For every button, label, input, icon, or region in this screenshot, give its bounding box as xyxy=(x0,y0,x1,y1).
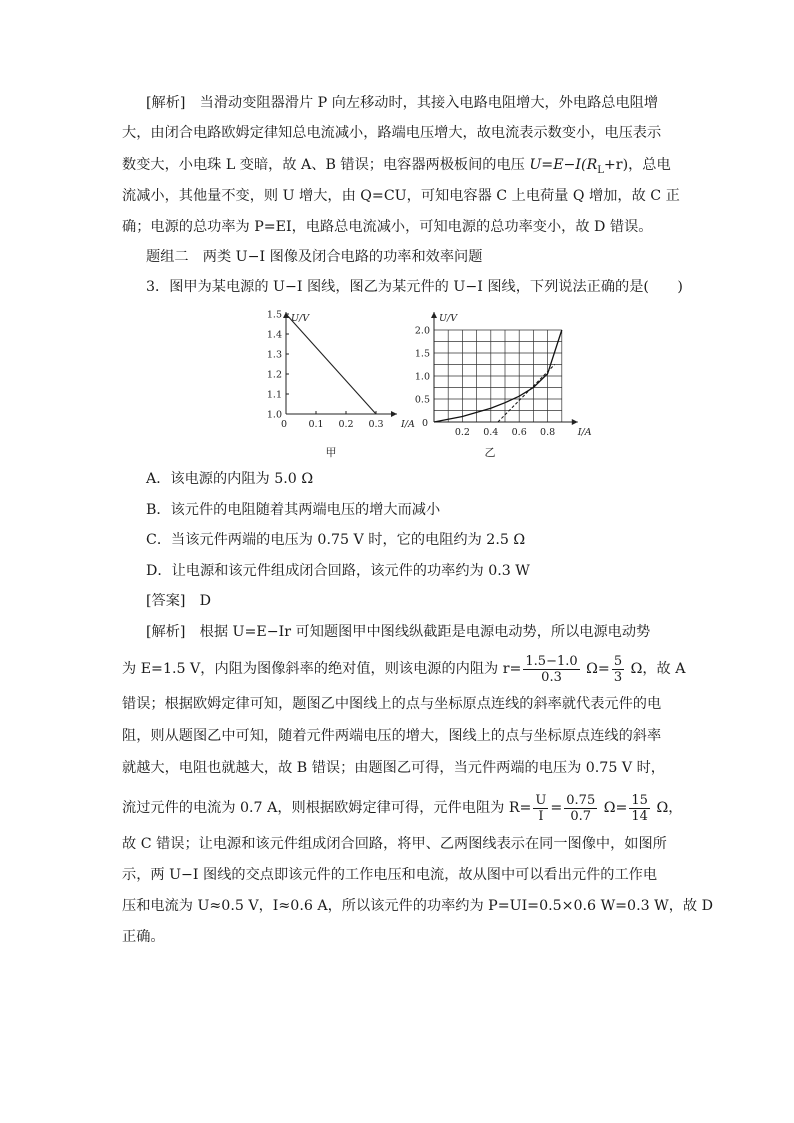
analysis-text: Ω， xyxy=(651,800,683,816)
answer-line: [答案] D xyxy=(146,593,212,609)
x-tick-label: 0.4 xyxy=(483,427,499,438)
question-stem: 3．图甲为某电源的 U−I 图线，图乙为某元件的 U−I 图线，下列说法正确的是( ) xyxy=(146,279,683,295)
fraction-numerator: 0.75 xyxy=(566,792,596,808)
x-tick-label: 0 xyxy=(280,419,288,430)
y-axis-arrow xyxy=(431,312,437,318)
x-tick-label: 0.2 xyxy=(338,419,354,430)
fraction-denominator: 3 xyxy=(613,669,623,685)
formula-subscript: L xyxy=(597,164,604,176)
y-tick-label: 1.1 xyxy=(266,389,282,401)
analysis-line: [解析] 当滑动变阻器滑片 P 向左移动时，其接入电路电阻增大，外电路总电阻增 xyxy=(146,95,659,111)
analysis-line: 阻，则从题图乙中可知，随着元件两端电压的增大，图线上的点与坐标原点连线的斜率 xyxy=(122,728,662,744)
option-a: A．该电源的内阻为 5.0 Ω xyxy=(146,471,314,487)
analysis-text: +r)，总电 xyxy=(603,157,671,173)
x-tick-label: 0.3 xyxy=(368,419,384,430)
y-tick-label: 1.5 xyxy=(266,309,282,321)
analysis-line: 正确。 xyxy=(122,929,165,945)
y-axis-label: U/V xyxy=(291,313,310,324)
analysis-line-with-fraction xyxy=(122,788,682,828)
analysis-line xyxy=(122,150,682,180)
analysis-line: 流减小，其他量不变，则 U 增大，由 Q=CU，可知电容器 C 上电荷量 Q 增加，故 C 正 xyxy=(122,188,680,204)
fraction-numerator: 5 xyxy=(613,653,623,669)
x-tick-label: 0.1 xyxy=(308,419,324,430)
option-b: B．该元件的电阻随着其两端电压的增大而减小 xyxy=(146,502,441,518)
fraction-numerator: 15 xyxy=(631,792,648,808)
x-tick-label: 0.2 xyxy=(454,427,470,438)
analysis-text: 为 E=1.5 V，内阻为图像斜率的绝对值，则该电源的内阻为 r= xyxy=(122,661,522,677)
fraction-ui xyxy=(533,793,548,824)
fraction-result xyxy=(629,793,650,824)
analysis-line: 大，由闭合电路欧姆定律知总电流减小，路端电压增大，故电流表示数变小，电压表示 xyxy=(122,125,662,141)
section-title: 题组二 两类 U−I 图像及闭合电路的功率和效率问题 xyxy=(146,249,483,265)
analysis-line: 压和电流为 U≈0.5 V，I≈0.6 A，所以该元件的功率约为 P=UI=0.5×0.6 W=0.3 W，故 D xyxy=(122,898,713,914)
fraction-values xyxy=(564,793,597,824)
x-tick-label: 0.8 xyxy=(540,427,556,438)
fraction-numerator: 1.5−1.0 xyxy=(525,653,578,669)
y-tick-label: 1.4 xyxy=(266,329,282,341)
chart-caption: 甲 xyxy=(325,446,337,459)
chart-caption: 乙 xyxy=(484,446,496,459)
option-d: D．让电源和该元件组成闭合回路，该元件的功率约为 0.3 W xyxy=(146,563,530,579)
x-tick-label: 0.6 xyxy=(511,427,527,438)
y-tick-label: 1.3 xyxy=(266,349,282,361)
fraction-denominator: 0.7 xyxy=(570,808,592,824)
analysis-line: 示，两 U−I 图线的交点即该元件的工作电压和电流，故从图中可以看出元件的工作电 xyxy=(122,867,658,883)
analysis-line-with-fraction xyxy=(122,650,686,688)
source-line-dashed xyxy=(498,365,555,423)
fraction-denominator: 14 xyxy=(631,808,648,824)
option-c: C．当该元件两端的电压为 0.75 V 时，它的电阻约为 2.5 Ω xyxy=(146,532,526,548)
source-line xyxy=(286,314,376,414)
x-axis-arrow xyxy=(391,411,397,417)
x-axis-label: I/A xyxy=(577,427,592,438)
y-tick-label: 1.2 xyxy=(266,369,282,381)
y-tick-label: 2.0 xyxy=(414,325,430,337)
analysis-line: 错误；根据欧姆定律可知，题图乙中图线上的点与坐标原点连线的斜率就代表元件的电 xyxy=(122,696,662,712)
fraction-r xyxy=(523,654,579,685)
formula-text: U=E−I(R xyxy=(529,157,598,173)
analysis-text: Ω= xyxy=(599,800,628,816)
y-tick-label: 1.5 xyxy=(414,348,430,360)
analysis-text: 流过元件的电流为 0.7 A，则根据欧姆定律可得，元件电阻为 R= xyxy=(122,800,532,816)
x-axis-arrow xyxy=(572,419,578,425)
analysis-text: Ω= xyxy=(581,661,610,677)
fraction-denominator: 0.3 xyxy=(541,669,562,685)
fraction-denominator: I xyxy=(538,808,544,824)
y-tick-label: 1.0 xyxy=(414,371,430,383)
y-tick-label: 0.5 xyxy=(414,394,430,406)
fraction-numerator: U xyxy=(535,792,547,808)
y-tick-label: 1.0 xyxy=(266,409,282,421)
graph-yi xyxy=(400,304,592,464)
origin-label: 0 xyxy=(421,418,428,429)
analysis-text: Ω，故 A xyxy=(626,661,686,677)
analysis-text: = xyxy=(550,800,563,816)
analysis-line: 就越大，电阻也就越大，故 B 错误；由题图乙可得，当元件两端的电压为 0.75 V 时， xyxy=(122,760,665,776)
y-axis-label: U/V xyxy=(439,313,458,324)
analysis-line: [解析] 根据 U=E−Ir 可知题图甲中图线纵截距是电源电动势，所以电源电动势 xyxy=(146,624,651,640)
analysis-text: 数变大，小电珠 L 变暗，故 A、B 错误；电容器两极板间的电压 xyxy=(122,157,530,173)
analysis-line: 确；电源的总功率为 P=EI，电路总电流减小，可知电源的总功率变小，故 D 错误。 xyxy=(122,219,653,235)
fraction-r-result xyxy=(612,654,624,685)
analysis-line: 故 C 错误；让电源和该元件组成闭合回路，将甲、乙两图线表示在同一图像中，如图所 xyxy=(122,836,667,852)
x-axis-label: I/A xyxy=(401,419,415,430)
graph-jia xyxy=(258,304,415,464)
